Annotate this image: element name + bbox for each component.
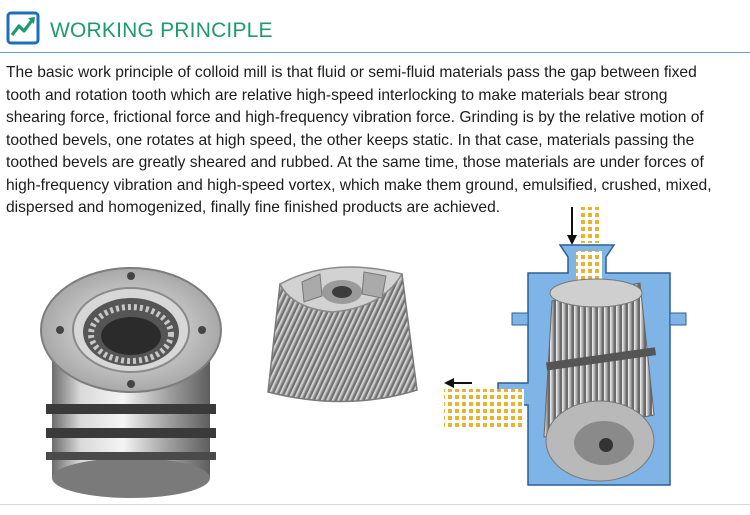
description-paragraph <box>6 62 748 220</box>
header-divider <box>0 52 750 53</box>
description-line: high-frequency vibration and high-speed vortex, which make them ground, emulsified, crushed, mixed, <box>6 176 712 194</box>
stator-ring-image <box>30 238 230 500</box>
description-line: tooth and rotation tooth which are relative high-speed interlocking to make materials bear strong <box>6 86 668 104</box>
description-line: The basic work principle of colloid mill is that fluid or semi-fluid materials pass the gap between fixed <box>6 64 697 81</box>
description-line: toothed bevels, one rotates at high speed, the other keeps static. In that case, materials passing the <box>6 131 695 149</box>
zigzag-arrow-logo-icon <box>6 11 40 45</box>
description-line: dispersed and homogenized, finally fine finished products are achieved. <box>6 199 501 216</box>
description-line: shearing force, frictional force and high-frequency vibration force. Grinding is by the relative motion of <box>6 109 704 126</box>
rotor-cone-image <box>262 262 422 412</box>
description-line: toothed bevels are greatly sheared and rubbed. At the same time, those materials are under forces of <box>6 154 704 171</box>
footer-divider <box>0 504 750 505</box>
header <box>0 0 750 56</box>
page-title: WORKING PRINCIPLE <box>50 19 273 42</box>
colloid-mill-flow-diagram <box>440 205 740 505</box>
